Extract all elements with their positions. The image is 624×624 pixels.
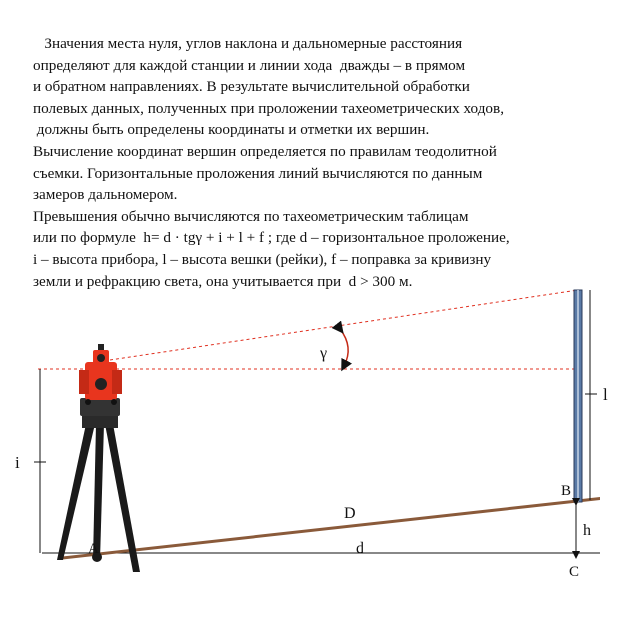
paragraph-line: i – высота прибора, l – высота вешки (рейки), f – поправка за кривизну [33, 250, 492, 268]
paragraph-line: Вычисление координат вершин определяется по правилам теодолитной [33, 142, 497, 160]
paragraph-line: съемки. Горизонтальные проложения линий вычисляются по данным [33, 164, 483, 182]
paragraph-line: определяют для каждой станции и линии хода дважды – в прямом [33, 56, 466, 74]
total-station [79, 344, 122, 416]
label-gamma: γ [320, 345, 328, 362]
paragraph-line: Значения места нуля, углов наклона и дальномерные расстояния [33, 35, 463, 52]
label-d: d [356, 540, 364, 557]
paragraph-line: замеров дальномером. [33, 186, 178, 204]
gamma-angle-arc [340, 329, 348, 366]
label-D: D [344, 505, 356, 522]
paragraph-line: и обратном направлениях. В результате вычислительной обработки [33, 78, 470, 96]
label-B: B [561, 483, 572, 499]
paragraph-line: или по формуле h= d · tgγ + i + l + f ; где d – горизонтальное проложение, [33, 229, 510, 247]
paragraph-line: полевых данных, полученных при проложении тахеометрических ходов, [33, 99, 504, 117]
slope-ground-line [58, 497, 600, 560]
paragraph-line: должны быть определены координаты и отметки их вершин. [33, 121, 430, 139]
label-C: C [569, 564, 580, 580]
label-i: i [15, 453, 20, 472]
paragraph-line: Превышения обычно вычисляются по тахеометрическим таблицам [33, 207, 469, 225]
paragraph-line: земли и рефракцию света, она учитывается при d > 300 м. [33, 272, 413, 290]
inclined-sight-line [110, 290, 578, 360]
label-l: l [603, 385, 608, 404]
label-h: h [583, 522, 591, 539]
label-A: A [88, 541, 99, 557]
